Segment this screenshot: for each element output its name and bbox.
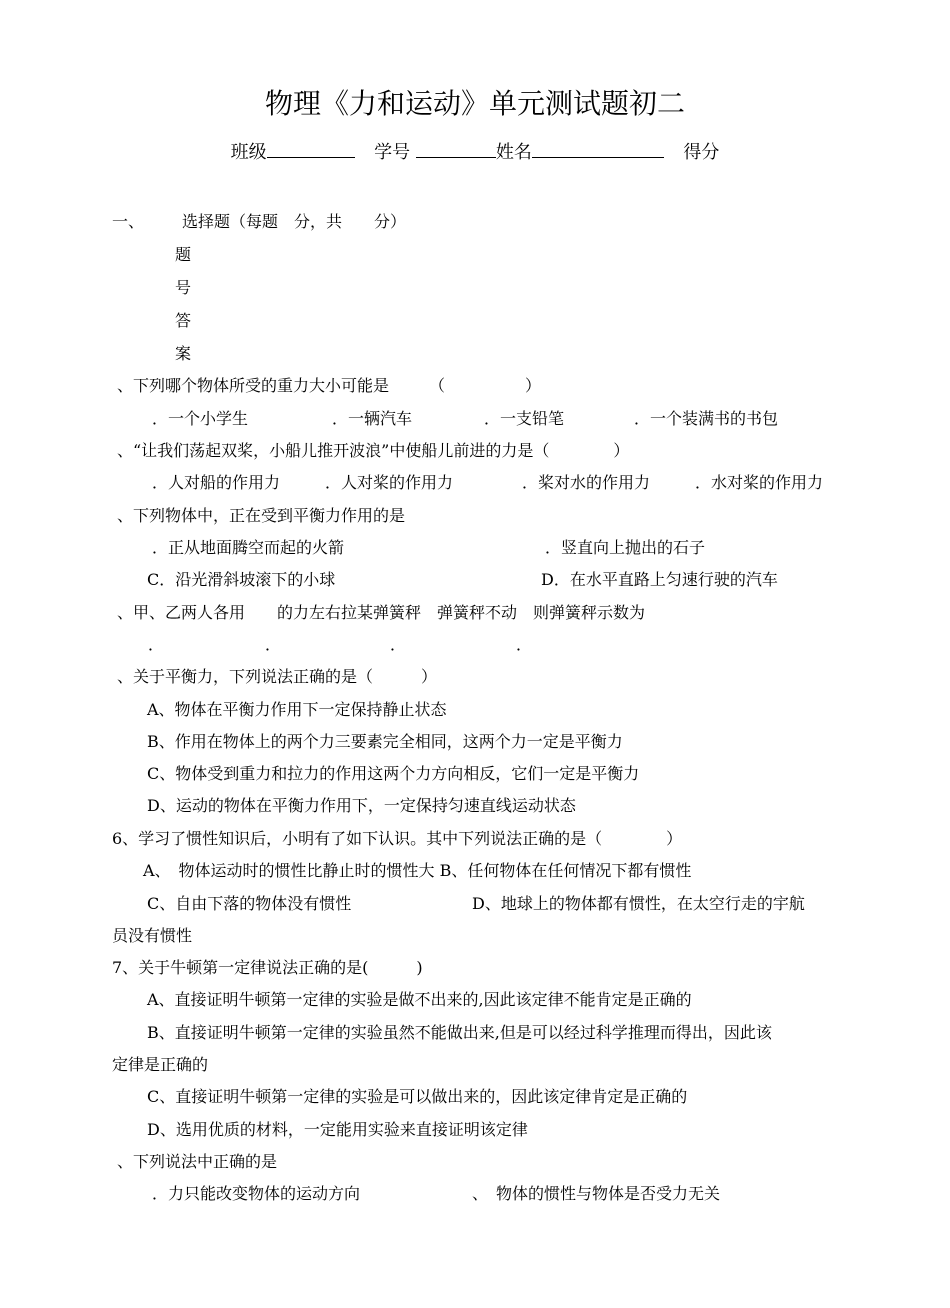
question-6-stem: 6、学习了惯性知识后，小明有了如下认识。其中下列说法正确的是（ ） bbox=[112, 829, 683, 848]
question-2-stem: 、“让我们荡起双桨，小船儿推开波浪”中使船儿前进的力是（ ） bbox=[117, 441, 630, 460]
question-7-option-b-cont: 定律是正确的 bbox=[112, 1055, 209, 1074]
question-3-option-c: C．沿光滑斜坡滚下的小球 bbox=[147, 570, 336, 589]
answer-table-char: 号 bbox=[175, 278, 192, 297]
answer-table-char: 案 bbox=[175, 344, 192, 363]
class-label: 班级 bbox=[230, 142, 267, 163]
question-1-option-a: ．一个小学生 bbox=[152, 409, 249, 428]
question-4-option-a: ． bbox=[148, 635, 165, 654]
question-7-option-c: C、直接证明牛顿第一定律的实验是可以做出来的，因此该定律肯定是正确的 bbox=[147, 1087, 688, 1106]
question-5-option-b: B、作用在物体上的两个力三要素完全相同，这两个力一定是平衡力 bbox=[147, 732, 623, 751]
question-8-option-a: ．力只能改变物体的运动方向 bbox=[152, 1184, 361, 1203]
question-4-option-c: ． bbox=[390, 635, 407, 654]
section-number: 一、 bbox=[112, 212, 145, 231]
student-info-row bbox=[0, 138, 950, 168]
question-2-option-a: ．人对船的作用力 bbox=[152, 473, 281, 492]
question-1-option-d: ．一个装满书的书包 bbox=[634, 409, 779, 428]
question-4-option-d: ． bbox=[516, 635, 533, 654]
question-5-stem: 、关于平衡力，下列说法正确的是（ ） bbox=[117, 667, 438, 686]
question-5-option-c: C、物体受到重力和拉力的作用这两个力方向相反，它们一定是平衡力 bbox=[147, 764, 640, 783]
number-label: 学号 bbox=[374, 142, 411, 163]
question-6-option-ab: A、 物体运动时的惯性比静止时的惯性大 B、任何物体在任何情况下都有惯性 bbox=[143, 861, 692, 880]
class-blank[interactable] bbox=[267, 139, 355, 158]
question-4-option-b: ． bbox=[265, 635, 282, 654]
question-4-stem: 、甲、乙两人各用 的力左右拉某弹簧秤 弹簧秤不动 则弹簧秤示数为 bbox=[117, 603, 646, 622]
question-8-stem: 、下列说法中正确的是 bbox=[117, 1152, 278, 1171]
score-label: 得分 bbox=[683, 142, 720, 163]
question-5-option-a: A、物体在平衡力作用下一定保持静止状态 bbox=[147, 700, 447, 719]
name-label: 姓名 bbox=[495, 142, 532, 163]
name-blank[interactable] bbox=[532, 139, 664, 158]
question-1-stem: 、下列哪个物体所受的重力大小可能是 （ ） bbox=[117, 376, 542, 395]
question-6-option-d-cont: 员没有惯性 bbox=[112, 926, 193, 945]
answer-table-char: 答 bbox=[175, 311, 192, 330]
question-2-option-c: ．桨对水的作用力 bbox=[522, 473, 651, 492]
question-3-option-d: D．在水平直路上匀速行驶的汽车 bbox=[541, 570, 778, 589]
number-blank[interactable] bbox=[416, 139, 496, 158]
question-7-option-a: A、直接证明牛顿第一定律的实验是做不出来的,因此该定律不能肯定是正确的 bbox=[147, 990, 692, 1009]
page-title: 物理《力和运动》单元测试题初二 bbox=[264, 87, 685, 120]
question-2-option-d: ．水对桨的作用力 bbox=[695, 473, 824, 492]
question-3-stem: 、下列物体中，正在受到平衡力作用的是 bbox=[117, 506, 406, 525]
question-7-stem: 7、关于牛顿第一定律说法正确的是( ) bbox=[112, 958, 423, 977]
question-1-option-c: ．一支铅笔 bbox=[484, 409, 565, 428]
question-7-option-b: B、直接证明牛顿第一定律的实验虽然不能做出来,但是可以经过科学推理而得出，因此该 bbox=[147, 1023, 772, 1042]
question-2-option-b: ．人对桨的作用力 bbox=[325, 473, 454, 492]
question-6-option-d: D、地球上的物体都有惯性，在太空行走的宇航 bbox=[472, 894, 805, 913]
question-5-option-d: D、运动的物体在平衡力作用下，一定保持匀速直线运动状态 bbox=[147, 796, 576, 815]
question-3-option-b: ．竖直向上抛出的石子 bbox=[545, 538, 706, 557]
question-3-option-a: ．正从地面腾空而起的火箭 bbox=[152, 538, 345, 557]
answer-table-char: 题 bbox=[175, 245, 192, 264]
question-1-option-b: ．一辆汽车 bbox=[332, 409, 413, 428]
question-6-option-c: C、自由下落的物体没有惯性 bbox=[147, 894, 352, 913]
question-8-option-b: 、 物体的惯性与物体是否受力无关 bbox=[472, 1184, 721, 1203]
section-heading: 选择题（每题 分，共 分） bbox=[182, 212, 407, 231]
question-7-option-d: D、选用优质的材料，一定能用实验来直接证明该定律 bbox=[147, 1120, 528, 1139]
